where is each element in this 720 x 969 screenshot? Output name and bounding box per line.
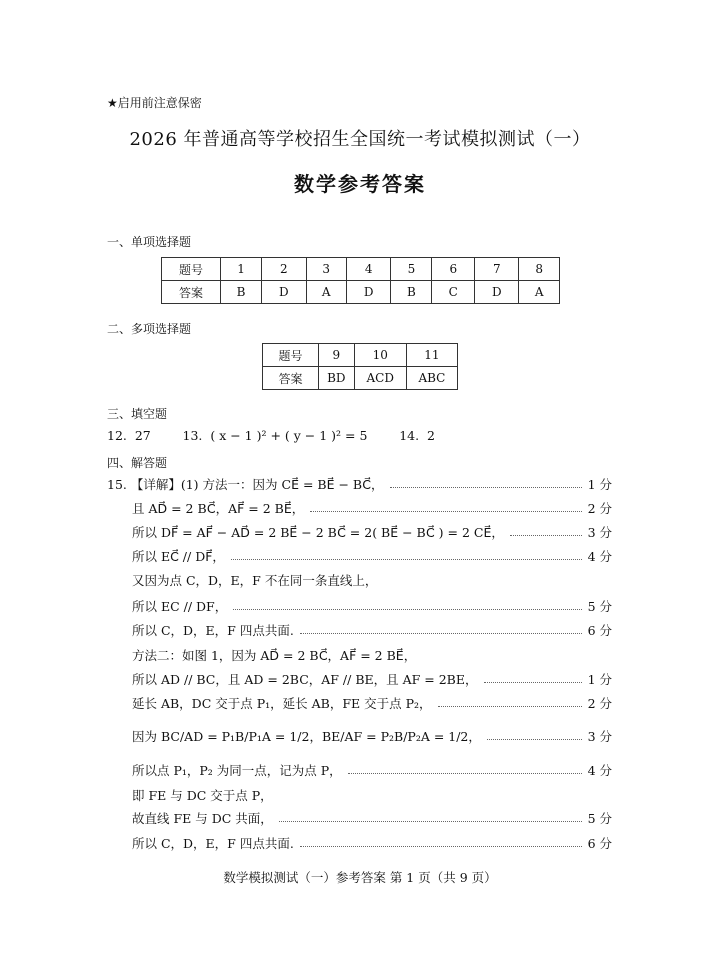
solution-line — [132, 786, 612, 806]
solution-line — [132, 670, 612, 690]
table-header-cell: 答案 — [162, 281, 221, 304]
leader-dots — [300, 846, 582, 847]
table-cell: 2 — [262, 258, 306, 281]
solution-line — [132, 597, 612, 617]
solution-text: 15. 【详解】(1) 方法一：因为 CE⃗ = BE⃗ − BC⃗， — [107, 477, 384, 492]
solution-line — [132, 547, 612, 567]
table-cell: D — [346, 281, 390, 304]
table-row — [162, 281, 560, 304]
solution-line — [132, 761, 612, 781]
table-cell: 1 — [221, 258, 262, 281]
single-choice-table — [161, 257, 560, 304]
solution-line — [132, 523, 612, 543]
leader-dots — [300, 633, 582, 634]
table-cell: 8 — [519, 258, 560, 281]
score-label: 2 分 — [587, 501, 612, 516]
score-label: 5 分 — [587, 811, 612, 826]
table-cell: 9 — [319, 344, 355, 367]
solution-text: 所以 EC⃗ // DF⃗， — [132, 549, 225, 564]
solution-line — [132, 809, 612, 829]
leader-dots — [390, 487, 582, 488]
score-label: 5 分 — [587, 599, 612, 614]
solution-text: 所以 DF⃗ = AF⃗ − AD⃗ = 2 BE⃗ − 2 BC⃗ = 2( BE⃗ − BC⃗ ) = 2 CE⃗， — [132, 525, 504, 540]
multiple-choice-table — [262, 343, 458, 390]
table-header-cell: 答案 — [263, 367, 319, 390]
leader-dots — [231, 559, 582, 560]
table-cell: ABC — [406, 367, 457, 390]
table-cell: B — [391, 281, 432, 304]
table-cell: B — [221, 281, 262, 304]
table-cell: C — [432, 281, 475, 304]
answer-key-title: 数学参考答案 — [294, 172, 426, 196]
solution-text: 因为 BC/AD = P₁B/P₁A = 1/2，BE/AF = P₂B/P₂A = 1/2， — [132, 729, 481, 744]
score-label: 1 分 — [587, 672, 612, 687]
leader-dots — [233, 609, 581, 610]
leader-dots — [487, 739, 582, 740]
solution-line — [107, 475, 612, 495]
solution-line — [132, 499, 612, 519]
table-cell: 5 — [391, 258, 432, 281]
solution-text: 即 FE 与 DC 交于点 P， — [132, 788, 273, 803]
section-single-choice: 一、单项选择题 — [107, 235, 192, 249]
section-fill-in: 三、填空题 — [107, 407, 168, 421]
leader-dots — [484, 682, 582, 683]
table-cell: BD — [319, 367, 355, 390]
leader-dots — [279, 821, 582, 822]
table-cell: 3 — [306, 258, 346, 281]
table-header-cell: 题号 — [162, 258, 221, 281]
solution-line — [132, 727, 612, 747]
score-label: 2 分 — [587, 696, 612, 711]
leader-dots — [438, 706, 582, 707]
leader-dots — [310, 511, 581, 512]
score-label: 3 分 — [587, 525, 612, 540]
score-label: 6 分 — [587, 836, 612, 851]
table-cell: 10 — [354, 344, 406, 367]
solution-text: 所以 C，D，E，F 四点共面. — [132, 836, 294, 851]
leader-dots — [348, 773, 582, 774]
score-label: 4 分 — [587, 763, 612, 778]
confidential-note: ★启用前注意保密 — [107, 96, 202, 110]
leader-dots — [510, 535, 582, 536]
page-footer: 数学模拟测试（一）参考答案 第 1 页（共 9 页） — [223, 870, 497, 885]
solution-text: 所以 AD // BC，且 AD = 2BC，AF // BE，且 AF = 2BE， — [132, 672, 478, 687]
solution-text: 又因为点 C，D，E，F 不在同一条直线上， — [132, 573, 378, 588]
solution-text: 延长 AB，DC 交于点 P₁，延长 AB，FE 交于点 P₂， — [132, 696, 432, 711]
solution-line — [132, 834, 612, 854]
section-multiple-choice: 二、多项选择题 — [107, 322, 192, 336]
table-cell: 6 — [432, 258, 475, 281]
table-cell: A — [306, 281, 346, 304]
table-cell: 7 — [475, 258, 519, 281]
score-label: 6 分 — [587, 623, 612, 638]
table-cell: D — [475, 281, 519, 304]
table-cell: A — [519, 281, 560, 304]
solution-text: 所以 EC // DF， — [132, 599, 228, 614]
score-label: 1 分 — [587, 477, 612, 492]
score-label: 3 分 — [587, 729, 612, 744]
solution-text: 故直线 FE 与 DC 共面， — [132, 811, 273, 826]
solution-line — [132, 694, 612, 714]
solution-text: 且 AD⃗ = 2 BC⃗，AF⃗ = 2 BE⃗， — [132, 501, 305, 516]
score-label: 4 分 — [587, 549, 612, 564]
table-row — [162, 258, 560, 281]
solution-line — [132, 571, 612, 591]
table-cell: 11 — [406, 344, 457, 367]
table-row — [263, 367, 458, 390]
solution-line — [132, 621, 612, 641]
fill-in-answers: 12. 27 13. ( x − 1 )² + ( y − 1 )² = 5 14. 2 — [107, 428, 435, 443]
solution-text: 方法二：如图 1，因为 AD⃗ = 2 BC⃗，AF⃗ = 2 BE⃗， — [132, 648, 417, 663]
table-cell: D — [262, 281, 306, 304]
table-row — [263, 344, 458, 367]
solution-line — [132, 646, 612, 666]
table-cell: ACD — [354, 367, 406, 390]
table-header-cell: 题号 — [263, 344, 319, 367]
table-cell: 4 — [346, 258, 390, 281]
solution-text: 所以 C，D，E，F 四点共面. — [132, 623, 294, 638]
solution-text: 所以点 P₁，P₂ 为同一点，记为点 P， — [132, 763, 342, 778]
section-solutions: 四、解答题 — [107, 456, 168, 470]
exam-title: 2026 年普通高等学校招生全国统一考试模拟测试（一） — [129, 129, 591, 150]
